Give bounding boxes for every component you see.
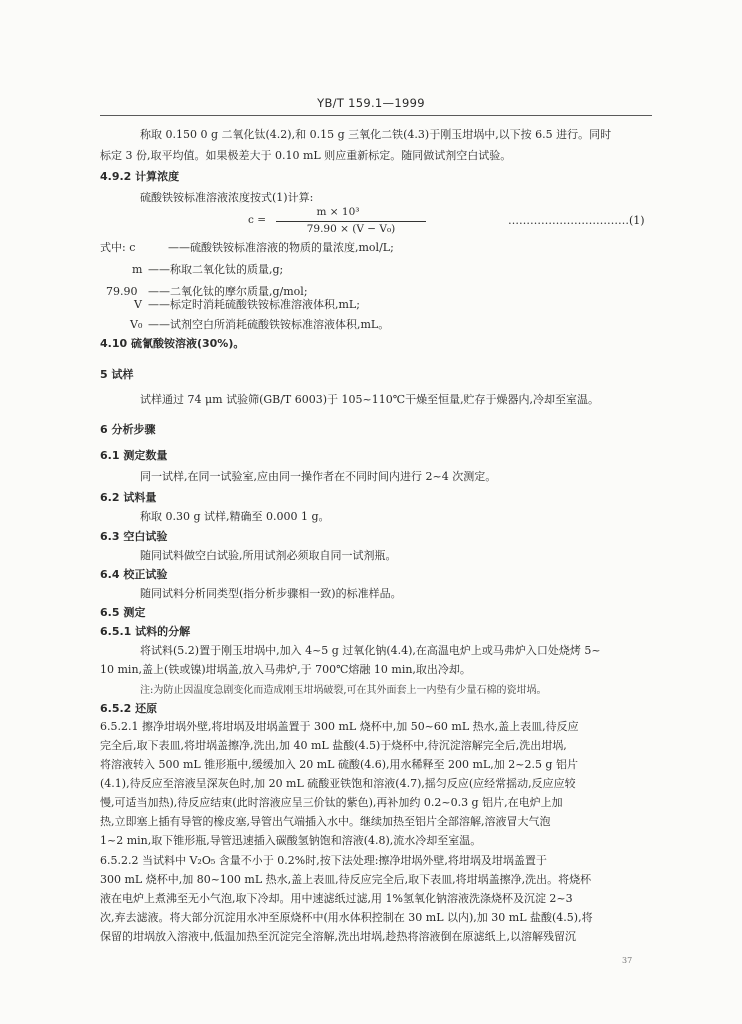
fraction-bar	[276, 221, 426, 222]
paragraph-line: 6.5.2.1 擦净坩埚外壁,将坩埚及坩埚盖置于 300 mL 烧杯中,加 50~60 mL 热水,盖上表皿,待反应	[100, 720, 579, 733]
section-heading-4-10: 4.10 硫氰酸铵溶液(30%)。	[100, 337, 245, 350]
note-line: 注:为防止因温度急剧变化而造成刚玉坩埚破裂,可在其外面套上一内垫有少量石棉的瓷坩埚。	[140, 685, 547, 696]
paragraph-line: 将溶液转入 500 mL 锥形瓶中,缓缓加入 20 mL 硫酸(4.6),用水稀释至 200 mL,加 2~2.5 g 铝片	[100, 758, 578, 771]
paragraph-line: 随同试料做空白试验,所用试剂必须取自同一试剂瓶。	[140, 549, 397, 562]
formula-numerator: m × 10³	[316, 206, 360, 218]
paragraph-line: 标定 3 份,取平均值。如果极差大于 0.10 mL 则应重新标定。随同做试剂空白试验。	[100, 149, 512, 162]
paragraph-line: 液在电炉上煮沸至无小气泡,取下冷却。用中速滤纸过滤,用 1%氢氧化钠溶液洗涤烧杯及沉淀 2~3	[100, 892, 573, 905]
paragraph-line: 随同试料分析同类型(指分析步骤相一致)的标准样品。	[140, 587, 402, 600]
def-desc: ——二氧化钛的摩尔质量,g/mol;	[148, 285, 308, 298]
def-symbol: V₀	[130, 318, 143, 331]
paragraph-line: 完全后,取下表皿,将坩埚盖擦净,洗出,加 40 mL 盐酸(4.5)于烧杯中,待沉淀溶解完全后,洗出坩埚,	[100, 739, 567, 752]
def-symbol: m	[132, 263, 143, 276]
section-heading-6-5: 6.5 测定	[100, 606, 146, 619]
paragraph-line: 称取 0.30 g 试样,精确至 0.000 1 g。	[140, 510, 330, 523]
def-desc: ——试剂空白所消耗硫酸铁铵标准溶液体积,mL。	[148, 318, 390, 331]
def-desc: ——称取二氧化钛的质量,g;	[148, 263, 284, 276]
def-symbol: 79.90	[106, 285, 138, 298]
paragraph-line: 将试料(5.2)置于刚玉坩埚中,加入 4~5 g 过氧化钠(4.4),在高温电炉上或马弗炉入口处烧烤 5~	[140, 644, 601, 657]
standard-code-header: YB/T 159.1—1999	[317, 96, 425, 110]
paragraph-line: 1~2 min,取下锥形瓶,导管迅速插入碳酸氢钠饱和溶液(4.8),流水冷却至室温。	[100, 834, 482, 847]
paragraph-line: 保留的坩埚放入溶液中,低温加热至沉淀完全溶解,洗出坩埚,趁热将溶液倒在原滤纸上,以溶解残留沉	[100, 930, 576, 943]
paragraph-line: (4.1),待反应至溶液呈深灰色时,加 20 mL 硫酸亚铁饱和溶液(4.7),摇匀反应(应经常摇动,反应应较	[100, 777, 576, 790]
paragraph-line: 热,立即塞上插有导管的橡皮塞,导管出气端插入水中。继续加热至铝片全部溶解,溶液冒大气泡	[100, 815, 551, 828]
paragraph-line: 300 mL 烧杯中,加 80~100 mL 热水,盖上表皿,待反应完全后,取下表皿,将坩埚盖擦净,洗出。将烧杯	[100, 873, 592, 886]
section-heading-4-9-2: 4.9.2 计算浓度	[100, 170, 180, 183]
paragraph-line: 同一试样,在同一试验室,应由同一操作者在不同时间内进行 2~4 次测定。	[140, 470, 497, 483]
page-number: 37	[622, 956, 633, 965]
section-heading-5: 5 试样	[100, 368, 134, 381]
header-rule	[100, 115, 652, 116]
paragraph-line: 次,弃去滤液。将大部分沉淀用水冲至原烧杯中(用水体积控制在 30 mL 以内),加 30 mL 盐酸(4.5),将	[100, 911, 593, 924]
section-heading-6: 6 分析步骤	[100, 423, 156, 436]
def-desc: ——标定时消耗硫酸铁铵标准溶液体积,mL;	[148, 298, 360, 311]
section-heading-6-5-1: 6.5.1 试料的分解	[100, 625, 191, 638]
section-heading-6-2: 6.2 试料量	[100, 491, 157, 504]
paragraph-line: 称取 0.150 0 g 二氧化钛(4.2),和 0.15 g 三氧化二铁(4.3)于刚玉坩埚中,以下按 6.5 进行。同时	[140, 128, 612, 141]
def-desc: ——硫酸铁铵标准溶液的物质的量浓度,mol/L;	[168, 241, 394, 254]
formula-lhs: c =	[248, 214, 267, 226]
section-heading-6-5-2: 6.5.2 还原	[100, 702, 158, 715]
paragraph-line: 6.5.2.2 当试料中 V₂O₅ 含量不小于 0.2%时,按下法处理:擦净坩埚外壁,将坩埚及坩埚盖置于	[100, 854, 547, 867]
formula-denominator: 79.90 × (V − V₀)	[306, 223, 396, 235]
def-symbol: V	[134, 298, 142, 311]
section-heading-6-3: 6.3 空白试验	[100, 530, 168, 543]
def-symbol: 式中: c	[100, 241, 136, 254]
paragraph-line: 10 min,盖上(铁或镍)坩埚盖,放入马弗炉,于 700℃熔融 10 min,取出冷却。	[100, 663, 471, 676]
equation-number: ……………………………(1)	[508, 214, 645, 227]
paragraph-line: 试样通过 74 μm 试验筛(GB/T 6003)于 105~110℃干燥至恒量,贮存于燥器内,冷却至室温。	[140, 393, 600, 406]
paragraph-line: 硫酸铁铵标准溶液浓度按式(1)计算:	[140, 191, 314, 204]
paragraph-line: 慢,可适当加热),待反应结束(此时溶液应呈三价钛的紫色),再补加约 0.2~0.3 g 铝片,在电炉上加	[100, 796, 563, 809]
section-heading-6-4: 6.4 校正试验	[100, 568, 168, 581]
section-heading-6-1: 6.1 测定数量	[100, 449, 168, 462]
